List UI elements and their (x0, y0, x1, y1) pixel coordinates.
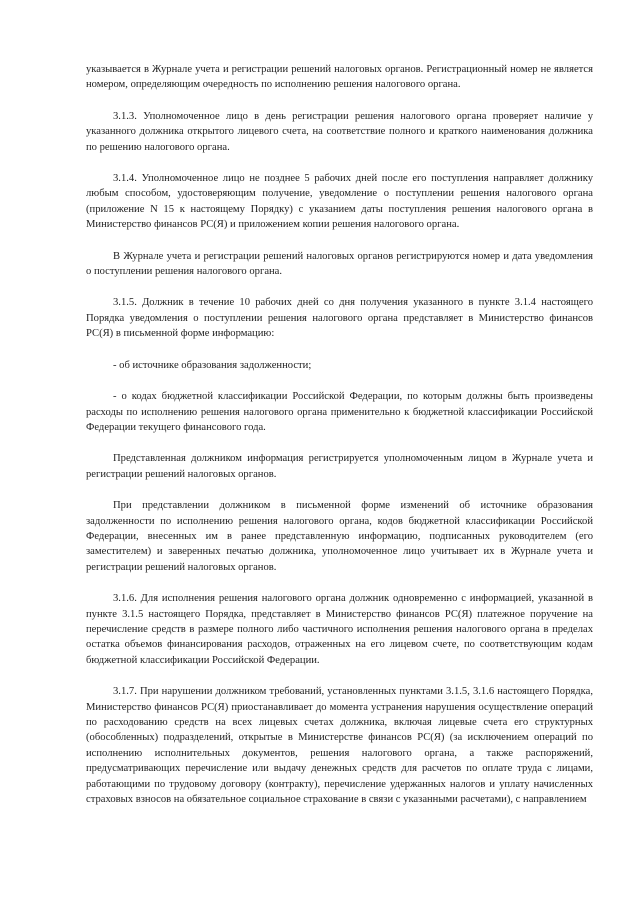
paragraph-registration-number: указывается в Журнале учета и регистрации решений налоговых органов. Регистрационный номер не является номером, определяющим очередность по исполнению решения налогового органа. (86, 64, 593, 91)
paragraph-3-1-5: 3.1.5. Должник в течение 10 рабочих дней со дня получения указанного в пункте 3.1.4 настоящего Порядка уведомления о поступлении решения налогового органа представляет в Министерство финансов РС(Я) в письменной форме информацию: (86, 297, 593, 340)
paragraph-changes-submission: При представлении должником в письменной форме изменений об источнике образования задолженности по исполнению решения налогового органа, кодов бюджетной классификации Российской Федерации, внесенных им в ранее представленную информацию, подписанных руководителем (его заместителем) и заверенных печатью должника, уполномоченное лицо учитывает их в Журнале учета и регистрации решений налоговых органов. (86, 500, 593, 573)
paragraph-3-1-3: 3.1.3. Уполномоченное лицо в день регистрации решения налогового органа проверяет наличие у указанного должника открытого лицевого счета, на соответствие полного и краткого наименования должника по решению налогового органа. (86, 110, 593, 153)
paragraph-3-1-6: 3.1.6. Для исполнения решения налогового органа должник одновременно с информацией, указанной в пункте 3.1.5 настоящего Порядка, представляет в Министерство финансов РС(Я) платежное поручение на перечисление средств в размере полного либо частичного исполнения решения налогового органа в пределах остатка объемов финансирования расходов, отраженных на его лицевом счете, по соответствующим кодам бюджетной классификации Российской Федерации. (86, 593, 593, 666)
paragraph-debt-source-item: - об источнике образования задолженности; (113, 359, 312, 371)
paragraph-3-1-7: 3.1.7. При нарушении должником требований, установленных пунктами 3.1.5, 3.1.6 настоящего Порядка, Министерство финансов РС(Я) приостанавливает до момента устранения нарушения осуществление операций по расходованию средств на всех лицевых счетах должника, включая лицевые счета его структурных (обособленных) подразделений, открытые в Министерстве финансов РС(Я) (за исключением операций по исполнению исполнительных документов, решения налогового органа, а также распоряжений, предусматривающих перечисление или выдачу денежных средств для расчетов по оплате труда с лицами, работающими по трудовому договору (контракту), перечисление удержанных налогов и уплату начисленных страховых взносов на обязательное социальное страхование в связи с указанными расчетами), с направлением (86, 686, 593, 806)
paragraph-3-1-4: 3.1.4. Уполномоченное лицо не позднее 5 рабочих дней после его поступления направляет должнику любым способом, удостоверяющим получение, уведомление о поступлении решения налогового органа (приложение N 15 к настоящему Порядку) с указанием даты поступления решения налогового органа в Министерство финансов РС(Я) и приложением копии решения налогового органа. (86, 173, 593, 231)
paragraph-budget-codes-item: - о кодах бюджетной классификации Российской Федерации, по которым должны быть произведены расходы по исполнению решения налогового органа применительно к бюджетной классификации Российской Федерации текущего финансового года. (86, 391, 593, 433)
paragraph-journal-notice: В Журнале учета и регистрации решений налоговых органов регистрируются номер и дата уведомления о поступлении решения налогового органа. (86, 250, 593, 278)
paragraph-info-registration: Представленная должником информация регистрируется уполномоченным лицом в Журнале учета и регистрации решений налоговых органов. (86, 453, 593, 480)
